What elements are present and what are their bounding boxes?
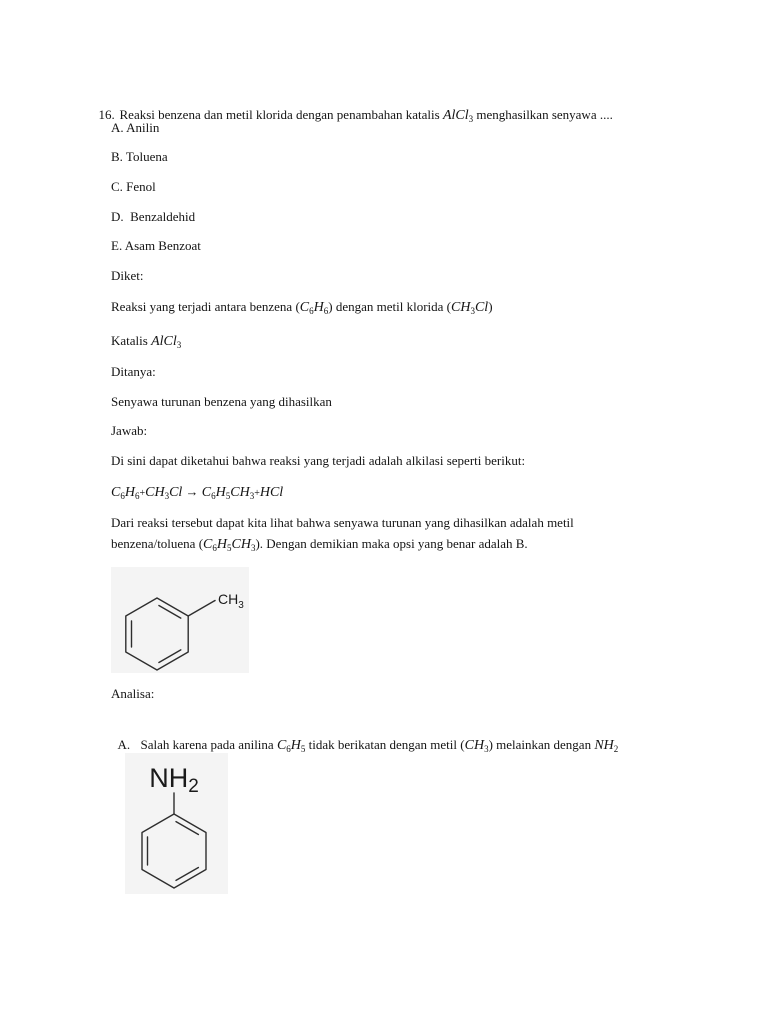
formula-symbol: CH bbox=[230, 485, 250, 500]
formula-symbol: AlCl bbox=[151, 334, 177, 349]
formula-symbol: HCl bbox=[259, 485, 284, 500]
formula-subscript: 3 bbox=[164, 491, 170, 501]
formula-symbol: C bbox=[276, 738, 287, 753]
text-run: ). Dengan demikian maka opsi yang benar adalah B. bbox=[255, 536, 528, 551]
formula-symbol: CH bbox=[231, 537, 251, 552]
amine-label-subscript: 2 bbox=[188, 776, 199, 797]
ditanya-heading: Ditanya: bbox=[111, 364, 156, 379]
text-run: benzena/toluena ( bbox=[111, 536, 204, 551]
formula-subscript: 3 bbox=[484, 744, 489, 754]
double-bond-line bbox=[176, 868, 198, 881]
formula-symbol: H bbox=[216, 537, 228, 552]
text-run: ) melainkan dengan bbox=[488, 737, 595, 752]
formula-symbol: C bbox=[111, 485, 121, 500]
text-run: Reaksi benzena dan metil klorida dengan penambahan katalis bbox=[119, 107, 443, 122]
diket-reaction bbox=[111, 298, 493, 317]
formula-symbol: NH bbox=[594, 738, 614, 753]
question-stem-line bbox=[92, 88, 613, 125]
formula-symbol: CH bbox=[451, 300, 471, 315]
methyl-label-subscript: 3 bbox=[238, 600, 244, 611]
benzene-ring bbox=[126, 598, 188, 670]
aniline-structure-image bbox=[125, 753, 228, 894]
option-d: D. Benzaldehid bbox=[111, 209, 196, 224]
formula-subscript: 6 bbox=[212, 543, 217, 553]
methyl-label-main: CH bbox=[218, 591, 239, 607]
formula-symbol: C bbox=[299, 300, 310, 315]
formula-symbol: H bbox=[215, 485, 226, 500]
text-run: tidak berikatan dengan metil ( bbox=[305, 737, 465, 752]
double-bond-line bbox=[159, 606, 181, 619]
formula-subscript: 5 bbox=[300, 744, 306, 754]
formula-symbol: H bbox=[124, 485, 135, 500]
methyl-label bbox=[218, 591, 244, 611]
formula-subscript: 3 bbox=[468, 114, 474, 124]
formula-subscript: 5 bbox=[225, 491, 231, 501]
jawab-conclusion-line-2 bbox=[111, 535, 528, 554]
formula-subscript: 6 bbox=[211, 491, 216, 501]
analisa-heading: Analisa: bbox=[111, 686, 155, 701]
formula-subscript: 3 bbox=[470, 306, 475, 316]
formula-symbol: Cl bbox=[474, 300, 489, 315]
option-c: C. Fenol bbox=[111, 179, 156, 194]
jawab-intro: Di sini dapat diketahui bahwa reaksi yang terjadi adalah alkilasi seperti berikut: bbox=[111, 453, 526, 468]
toluene-structure-image bbox=[111, 567, 249, 673]
amine-label bbox=[149, 763, 199, 797]
question-number: 16. bbox=[98, 107, 115, 122]
text-run: → bbox=[182, 484, 202, 499]
option-e: E. Asam Benzoat bbox=[111, 238, 201, 253]
ditanya-text: Senyawa turunan benzena yang dihasilkan bbox=[111, 394, 332, 409]
double-bond-line bbox=[176, 822, 198, 835]
formula-subscript: 3 bbox=[250, 543, 256, 553]
formula-symbol: CH bbox=[464, 738, 485, 753]
benzene-ring bbox=[142, 814, 206, 888]
formula-subscript: 3 bbox=[249, 491, 255, 501]
formula-subscript: 6 bbox=[120, 491, 125, 501]
text-run: Katalis bbox=[111, 333, 152, 348]
formula-subscript: 6 bbox=[286, 744, 291, 754]
option-b: B. Toluena bbox=[111, 149, 168, 164]
formula-subscript: 6 bbox=[323, 306, 329, 316]
double-bond-line bbox=[159, 650, 181, 663]
formula-operator: + bbox=[139, 488, 146, 499]
jawab-conclusion-line-1: Dari reaksi tersebut dapat kita lihat bahwa senyawa turunan yang dihasilkan adalah metil bbox=[111, 515, 574, 530]
formula-symbol: H bbox=[313, 300, 324, 315]
text-run: Reaksi yang terjadi antara benzena ( bbox=[111, 299, 300, 314]
formula-symbol: CH bbox=[145, 485, 165, 500]
text-run: menghasilkan senyawa .... bbox=[473, 107, 613, 122]
question-stem bbox=[120, 107, 613, 122]
formula-symbol: C bbox=[203, 537, 213, 552]
analisa-item-letter: A. bbox=[117, 737, 131, 752]
formula-subscript: 3 bbox=[176, 340, 182, 350]
diket-catalyst bbox=[111, 332, 181, 351]
formula-subscript: 5 bbox=[227, 543, 232, 553]
formula-operator: + bbox=[254, 488, 260, 499]
formula-subscript: 6 bbox=[309, 306, 314, 316]
formula-symbol: AlCl bbox=[442, 108, 469, 123]
amine-label-main: NH bbox=[149, 763, 189, 793]
text-run: ) dengan metil klorida ( bbox=[328, 299, 451, 314]
formula-subscript: 2 bbox=[613, 744, 619, 754]
formula-symbol: H bbox=[290, 738, 301, 753]
text-run: ) bbox=[488, 299, 493, 314]
formula-subscript: 6 bbox=[134, 491, 140, 501]
analisa-item-a bbox=[111, 718, 618, 755]
text-run: Salah karena pada anilina bbox=[140, 737, 277, 752]
option-a: A. Anilin bbox=[111, 120, 160, 135]
reaction-equation bbox=[111, 483, 283, 503]
analisa-item-text bbox=[141, 737, 619, 752]
jawab-heading: Jawab: bbox=[111, 423, 148, 438]
formula-symbol: C bbox=[201, 485, 212, 500]
formula-symbol: Cl bbox=[169, 485, 183, 500]
methyl-bond bbox=[188, 601, 215, 617]
diket-heading: Diket: bbox=[111, 268, 144, 283]
